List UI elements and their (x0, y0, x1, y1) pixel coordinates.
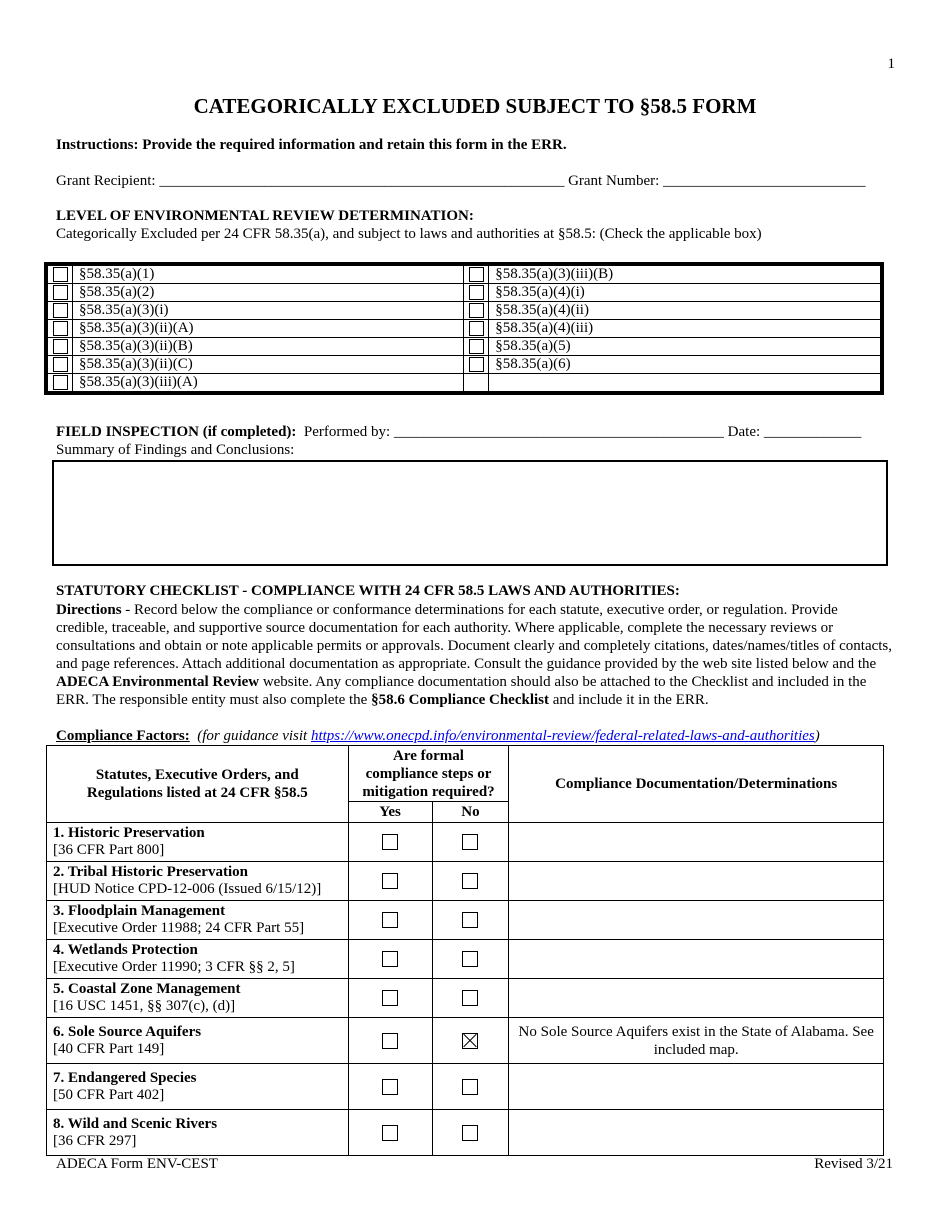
table-row (46, 264, 882, 284)
table-row (46, 320, 882, 338)
grant-number-field[interactable]: ___________________________ (663, 173, 866, 189)
statute-name: 7. Endangered Species (53, 1069, 197, 1086)
directions-text: - Record below the compliance or conformance determinations for each statute, executive order, or regulation. Provide credible, traceable, and supportive source documentation for each authority. Where applicable, complete the necessary reviews or consultations and obtain or note applicable permits or approvals. Document clearly and completely citations, dates/names/titles of contacts, and page references. Attach additional documentation as appropriate. Consult the guidance provided by the web site listed below and the (56, 602, 893, 672)
statute-citation: [16 USC 1451, §§ 307(c), (d)] (53, 998, 236, 1014)
guidance-prefix: (for guidance visit (197, 728, 311, 744)
statute-name: 4. Wetlands Protection (53, 942, 198, 958)
table-row (46, 374, 882, 394)
statute-citation: [36 CFR Part 800] (53, 842, 165, 858)
date-label: Date: (723, 424, 764, 440)
form-title: CATEGORICALLY EXCLUDED SUBJECT TO §58.5 FORM (193, 94, 757, 118)
yes-checkbox[interactable] (382, 951, 398, 967)
field-inspection-label: FIELD INSPECTION (if completed): (56, 424, 297, 440)
statute-citation: [HUD Notice CPD-12-006 (Issued 6/15/12)] (53, 881, 322, 897)
table-row (46, 338, 882, 356)
performed-by-field[interactable]: ____________________________________________ (393, 424, 724, 440)
yes-checkbox[interactable] (382, 1033, 398, 1049)
statute-name: 2. Tribal Historic Preservation (53, 864, 248, 880)
level-text: Categorically Excluded per 24 CFR 58.35(a), and subject to laws and authorities at §58.5: (Check the applicable box) (56, 226, 762, 242)
grant-line (56, 173, 866, 190)
yes-checkbox[interactable] (382, 912, 398, 928)
table-row (46, 302, 882, 320)
exclusion-label: §58.35(a)(4)(iii) (489, 320, 882, 338)
exclusion-checkbox[interactable] (469, 357, 484, 372)
table-row (46, 356, 882, 374)
exclusion-label: §58.35(a)(3)(ii)(C) (73, 356, 464, 374)
performed-by-label: Performed by: (296, 424, 394, 440)
compliance-table (46, 745, 884, 1156)
no-checkbox[interactable] (462, 912, 478, 928)
exclusion-checkbox[interactable] (53, 321, 68, 336)
table-row (46, 284, 882, 302)
guidance-link[interactable]: https://www.onecpd.info/environmental-review/federal-related-laws-and-authorities (310, 728, 815, 744)
exclusion-checkbox[interactable] (53, 339, 68, 354)
statute-name: 5. Coastal Zone Management (53, 981, 241, 997)
statute-name: 1. Historic Preservation (53, 825, 205, 841)
exclusion-label: §58.35(a)(3)(ii)(A) (73, 320, 464, 338)
grant-recipient-field[interactable]: ______________________________________________________ (159, 173, 565, 189)
statutory-heading: STATUTORY CHECKLIST - COMPLIANCE WITH 24 CFR 58.5 LAWS AND AUTHORITIES: (56, 583, 680, 599)
date-field[interactable]: _____________ (763, 424, 862, 440)
statute-citation: [50 CFR Part 402] (53, 1086, 165, 1103)
summary-textarea[interactable] (52, 460, 888, 566)
exclusion-checkbox[interactable] (469, 339, 484, 354)
documentation-cell[interactable]: No Sole Source Aquifers exist in the State of Alabama. See included map. (509, 1018, 884, 1064)
no-checkbox[interactable] (462, 834, 478, 850)
statute-citation: [Executive Order 11990; 3 CFR §§ 2, 5] (53, 959, 295, 975)
statutes-header: Statutes, Executive Orders, and Regulations listed at 24 CFR §58.5 (47, 746, 349, 823)
yes-checkbox[interactable] (382, 1125, 398, 1141)
compliance-factors-label: Compliance Factors: (56, 728, 190, 744)
table-row (47, 823, 884, 862)
directions-paragraph (56, 601, 892, 709)
documentation-header: Compliance Documentation/Determinations (509, 746, 884, 823)
documentation-cell[interactable] (509, 940, 884, 979)
statute-citation: [36 CFR 297] (53, 1132, 137, 1149)
statute-citation: [Executive Order 11988; 24 CFR Part 55] (53, 920, 305, 936)
exclusion-label: §58.35(a)(3)(ii)(B) (73, 338, 464, 356)
guidance-suffix: ) (814, 728, 820, 744)
footer-revised: Revised 3/21 (814, 1156, 893, 1172)
instructions: Instructions: Provide the required information and retain this form in the ERR. (56, 137, 567, 153)
documentation-cell[interactable] (509, 901, 884, 940)
directions-text: and include it in the ERR. (549, 692, 709, 708)
documentation-cell[interactable] (509, 1064, 884, 1110)
no-checkbox[interactable] (462, 990, 478, 1006)
documentation-cell[interactable] (509, 1110, 884, 1156)
exclusion-label: §58.35(a)(1) (73, 264, 464, 284)
no-checkbox[interactable] (462, 951, 478, 967)
summary-label: Summary of Findings and Conclusions: (56, 442, 295, 458)
exclusion-checkbox[interactable] (469, 303, 484, 318)
table-row (47, 901, 884, 940)
exclusion-table (44, 262, 884, 395)
level-heading: LEVEL OF ENVIRONMENTAL REVIEW DETERMINATION: (56, 208, 474, 224)
exclusion-label: §58.35(a)(3)(iii)(A) (73, 374, 464, 394)
yes-header: Yes (348, 802, 432, 823)
exclusion-label: §58.35(a)(5) (489, 338, 882, 356)
exclusion-checkbox[interactable] (53, 285, 68, 300)
field-inspection-line (56, 424, 861, 441)
compliance-checklist-label: §58.6 Compliance Checklist (371, 692, 550, 708)
exclusion-label: §58.35(a)(6) (489, 356, 882, 374)
exclusion-label: §58.35(a)(3)(i) (73, 302, 464, 320)
table-row (47, 1064, 884, 1110)
statute-name: 6. Sole Source Aquifers (53, 1023, 202, 1040)
yes-checkbox[interactable] (382, 834, 398, 850)
exclusion-checkbox[interactable] (469, 267, 484, 282)
directions-label: Directions (56, 602, 122, 618)
exclusion-checkbox[interactable] (53, 267, 68, 282)
no-header: No (432, 802, 509, 823)
yes-checkbox[interactable] (382, 873, 398, 889)
yes-checkbox[interactable] (382, 990, 398, 1006)
exclusion-label: §58.35(a)(3)(iii)(B) (489, 264, 882, 284)
page-number: 1 (887, 56, 895, 72)
documentation-cell[interactable] (509, 823, 884, 862)
exclusion-checkbox[interactable] (469, 321, 484, 336)
grant-number-label: Grant Number: (564, 173, 664, 189)
table-row (47, 979, 884, 1018)
documentation-cell[interactable] (509, 862, 884, 901)
exclusion-checkbox[interactable] (53, 357, 68, 372)
exclusion-label: §58.35(a)(4)(ii) (489, 302, 882, 320)
table-row (47, 1018, 884, 1064)
adeca-review-label: ADECA Environmental Review (56, 674, 260, 690)
exclusion-checkbox[interactable] (53, 303, 68, 318)
footer-form-id: ADECA Form ENV-CEST (56, 1156, 218, 1172)
no-checkbox[interactable] (462, 1125, 478, 1141)
statute-citation: [40 CFR Part 149] (53, 1040, 165, 1057)
table-row (47, 940, 884, 979)
exclusion-label: §58.35(a)(4)(i) (489, 284, 882, 302)
no-checkbox[interactable] (462, 1079, 478, 1095)
exclusion-label: §58.35(a)(2) (73, 284, 464, 302)
table-row (47, 862, 884, 901)
mitigation-header: Are formal compliance steps or mitigation required? (348, 746, 509, 802)
statute-name: 3. Floodplain Management (53, 903, 226, 919)
documentation-cell[interactable] (509, 979, 884, 1018)
directions-text: website. Any compliance documentation should also be attached to the Checklist and included in the ERR. The responsible entity must also complete the (56, 674, 867, 708)
no-checkbox[interactable] (462, 873, 478, 889)
yes-checkbox[interactable] (382, 1079, 398, 1095)
statute-name: 8. Wild and Scenic Rivers (53, 1115, 218, 1132)
compliance-factors-line (56, 728, 820, 745)
exclusion-checkbox[interactable] (53, 375, 68, 390)
exclusion-checkbox[interactable] (469, 285, 484, 300)
no-checkbox-checked[interactable] (462, 1033, 478, 1049)
table-row (47, 1110, 884, 1156)
grant-recipient-label: Grant Recipient: (56, 173, 160, 189)
